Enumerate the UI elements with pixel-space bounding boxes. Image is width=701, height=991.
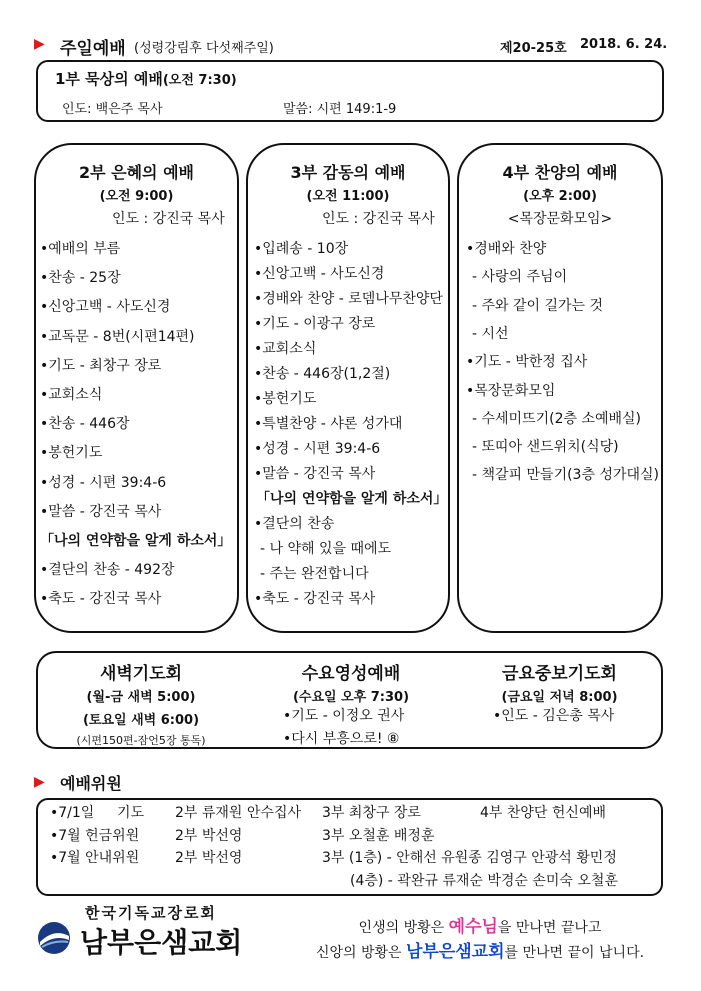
motto-line2 bbox=[300, 937, 660, 962]
staff-cell: 3부 최창구 장로 bbox=[322, 805, 421, 821]
dawn-reading: (시편150편-잠언5장 통독) bbox=[76, 734, 206, 747]
order-item: •기도 - 최창구 장로 bbox=[40, 357, 162, 374]
page-title: 주일예배 bbox=[60, 39, 126, 59]
staff-cell: 3부 (1층) - 안해선 유원종 김영구 안광석 황민정 bbox=[322, 850, 617, 866]
order-item: - 주는 완전합니다 bbox=[260, 566, 369, 582]
motto2-highlight: 남부은샘교회 bbox=[405, 942, 505, 962]
sermon-title: 「나의 연약함을 알게 하소서」 bbox=[40, 533, 232, 549]
denomination: 한국기독교장로회 bbox=[85, 904, 217, 922]
staff-cell: 3부 오철훈 배정훈 bbox=[322, 827, 435, 844]
dawn-time2: (토요일 새벽 6:00) bbox=[82, 713, 200, 728]
service1-title-text: 1부 묵상의 예배 bbox=[55, 70, 163, 88]
order-item: - 수세미뜨기(2층 소예배실) bbox=[472, 410, 642, 427]
staff-cell: •7/1일 bbox=[50, 805, 95, 821]
order-item: - 주와 같이 길가는 것 bbox=[472, 297, 604, 314]
service2-time: (오전 9:00) bbox=[99, 189, 174, 204]
staff-cell: 2부 박선영 bbox=[175, 827, 243, 844]
order-item: •기도 - 이광구 장로 bbox=[254, 316, 376, 332]
wednesday-title: 수요영성예배 bbox=[301, 664, 401, 684]
order-item: •예배의 부름 bbox=[40, 241, 121, 257]
issue-number: 제20-25호 bbox=[500, 41, 567, 56]
service1-leader: 인도: 백은주 목사 bbox=[62, 102, 163, 117]
page-subtitle: (성령강림후 다섯째주일) bbox=[134, 41, 274, 56]
order-item: •교회소식 bbox=[40, 387, 103, 403]
header-arrow-icon: ▶ bbox=[34, 36, 45, 52]
staff-cell: 기도 bbox=[117, 805, 145, 821]
staff-cell: •7월 안내위원 bbox=[50, 850, 140, 866]
order-item: •특별찬양 - 샤론 성가대 bbox=[254, 416, 403, 432]
motto1-highlight: 예수님 bbox=[448, 917, 498, 937]
service3-time: (오전 11:00) bbox=[306, 189, 390, 204]
motto-line1 bbox=[300, 912, 660, 937]
staff-title: 예배위원 bbox=[60, 774, 122, 793]
order-item: •성경 - 시편 39:4-6 bbox=[254, 441, 381, 457]
order-item: •결단의 찬송 - 492장 bbox=[40, 562, 175, 579]
friday-time: (금요일 저녁 8:00) bbox=[501, 690, 618, 705]
order-item: - 책갈피 만들기(3층 성가대실) bbox=[472, 467, 659, 484]
order-item: •말씀 - 강진국 목사 bbox=[40, 503, 162, 520]
staff-cell: •7월 헌금위원 bbox=[50, 827, 140, 844]
order-item: •교독문 - 8번(시편14편) bbox=[40, 328, 195, 345]
church-name: 남부은샘교회 bbox=[80, 926, 243, 959]
order-item: - 나 약해 있을 때에도 bbox=[260, 541, 392, 557]
order-item: •축도 - 강진국 목사 bbox=[254, 591, 376, 607]
dawn-time1: (월-금 새벽 5:00) bbox=[86, 690, 196, 705]
order-item: •교회소식 bbox=[254, 341, 317, 357]
dawn-title: 새벽기도회 bbox=[99, 664, 183, 684]
order-item: •입례송 - 10장 bbox=[254, 241, 349, 257]
staff-cell: 4부 찬양단 헌신예배 bbox=[480, 805, 606, 821]
order-item: •기도 - 박한정 집사 bbox=[466, 354, 588, 371]
church-logo-icon bbox=[36, 920, 72, 956]
order-item: •찬송 - 446장 bbox=[40, 416, 130, 433]
motto2-pre: 신앙의 방황은 bbox=[315, 945, 406, 961]
service1-sermon: 말씀: 시편 149:1-9 bbox=[283, 102, 397, 117]
wednesday-series: •다시 부흥으로! ⑧ bbox=[283, 731, 400, 747]
order-item: •경배와 찬양 - 로뎀나무찬양단 bbox=[254, 291, 443, 307]
order-item: •신앙고백 - 사도신경 bbox=[254, 266, 385, 282]
service4-title: 4부 찬양의 예배 bbox=[502, 163, 618, 182]
service4-subtitle: <목장문화모임> bbox=[507, 211, 613, 227]
order-item: •찬송 - 446장(1,2절) bbox=[254, 366, 391, 382]
order-item: •봉헌기도 bbox=[40, 445, 103, 462]
order-item: - 또띠아 샌드위치(식당) bbox=[472, 439, 619, 456]
wednesday-time: (수요일 오후 7:30) bbox=[292, 690, 410, 705]
friday-title: 금요중보기도회 bbox=[502, 664, 617, 684]
issue-date: 2018. 6. 24. bbox=[580, 37, 668, 52]
motto1-post: 을 만나면 끝나고 bbox=[497, 920, 602, 936]
order-item: •성경 - 시편 39:4-6 bbox=[40, 474, 167, 491]
order-item: - 사랑의 주님이 bbox=[472, 269, 568, 286]
order-item: •경배와 찬양 bbox=[466, 241, 547, 257]
service4-time: (오후 2:00) bbox=[523, 189, 597, 204]
wednesday-prayer: •기도 - 이정오 권사 bbox=[283, 708, 405, 724]
service2-leader: 인도 : 강진국 목사 bbox=[112, 211, 225, 227]
service3-title: 3부 감동의 예배 bbox=[290, 163, 406, 182]
order-item: •목장문화모임 bbox=[466, 382, 556, 399]
sermon-title: 「나의 연약함을 알게 하소서」 bbox=[256, 491, 448, 507]
service3-leader: 인도 : 강진국 목사 bbox=[322, 211, 435, 227]
service1-title bbox=[55, 68, 237, 89]
motto2-post: 를 만나면 끝이 납니다. bbox=[504, 945, 645, 961]
order-item: •신앙고백 - 사도신경 bbox=[40, 299, 171, 316]
service2-title: 2부 은혜의 예배 bbox=[78, 163, 194, 182]
order-item: •봉헌기도 bbox=[254, 391, 317, 407]
staff-cell: (4층) - 곽완규 류재순 박경순 손미숙 오철훈 bbox=[350, 872, 618, 889]
motto1-pre: 인생의 방황은 bbox=[358, 920, 449, 936]
staff-cell: 2부 박선영 bbox=[175, 850, 243, 866]
order-item: •찬송 - 25장 bbox=[40, 270, 121, 287]
service1-time: (오전 7:30) bbox=[162, 73, 237, 88]
order-item: - 시선 bbox=[472, 325, 509, 342]
friday-leader: •인도 - 김은총 목사 bbox=[493, 708, 615, 724]
order-item: •말씀 - 강진국 목사 bbox=[254, 466, 376, 482]
staff-cell: 2부 류재원 안수집사 bbox=[175, 805, 301, 821]
order-item: •결단의 찬송 bbox=[254, 516, 335, 532]
order-item: •축도 - 강진국 목사 bbox=[40, 591, 162, 608]
staff-arrow-icon: ▶ bbox=[34, 774, 45, 790]
